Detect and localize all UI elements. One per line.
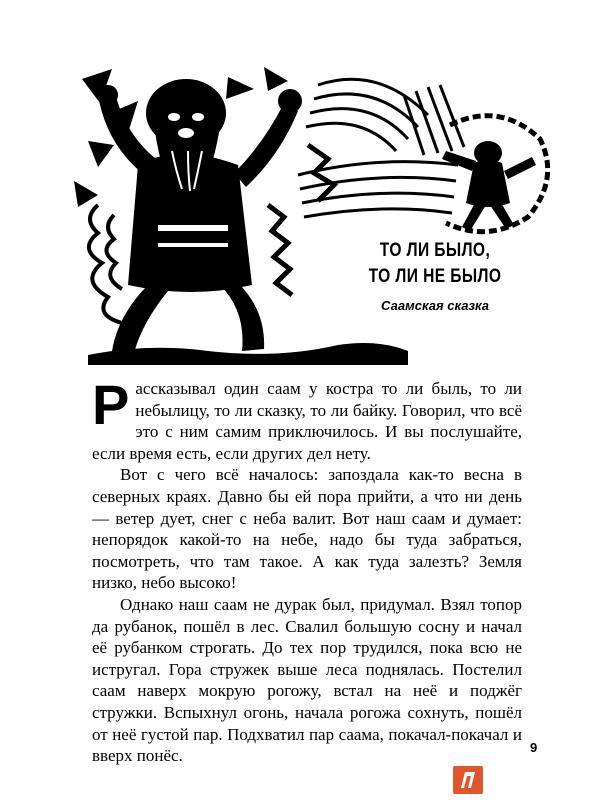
paragraph-1-text: ассказывал один саам у костра то ли быль, то ли небылицу, то ли сказку, то ли байку. Говорил, что всё это с ним самим приключилось. И вы послушайте, если время есть, если других дел нету. bbox=[92, 379, 522, 463]
story-subtitle: Саамская сказка bbox=[380, 298, 490, 313]
paragraph-1 bbox=[92, 373, 522, 464]
title-line-2: ТО ЛИ НЕ БЫЛО bbox=[368, 266, 502, 287]
paragraph-3: Однако наш саам не дурак был, придумал. Взял топор да рубанок, пошёл в лес. Свалил большую сосну и начал её рубанком строгать. До тех пор трудился, пока всю не истругал. Гора стружек выше леса поднялась. Постелил саам наверх мокрую рогожу, встал на неё и поджёг стружки. Вспыхнул огонь, начала рогожа сохнуть, пошёл от неё густой пар. Подхватил пар саама, покачал-покачал и вверх понёс. bbox=[92, 594, 522, 766]
page-number: 9 bbox=[530, 740, 538, 755]
paragraph-2: Вот с чего всё началось: запоздала как-то весна в северных краях. Давно бы ей пора прийти, а что ни день — ветер дует, снег с неба валит. Вот наш саам и думает: непорядок какой-то на небе, надо бы туда забраться, посмотреть, что там такое. А как туда залезть? Земля низко, небо высоко! bbox=[92, 465, 522, 593]
woodcut-illustration-icon bbox=[68, 55, 558, 375]
story-title bbox=[350, 238, 520, 290]
drop-cap: Р bbox=[92, 373, 130, 436]
title-line-1: ТО ЛИ БЫЛО, bbox=[379, 240, 491, 261]
story-text bbox=[92, 373, 522, 767]
litres-logo-icon bbox=[453, 766, 483, 794]
